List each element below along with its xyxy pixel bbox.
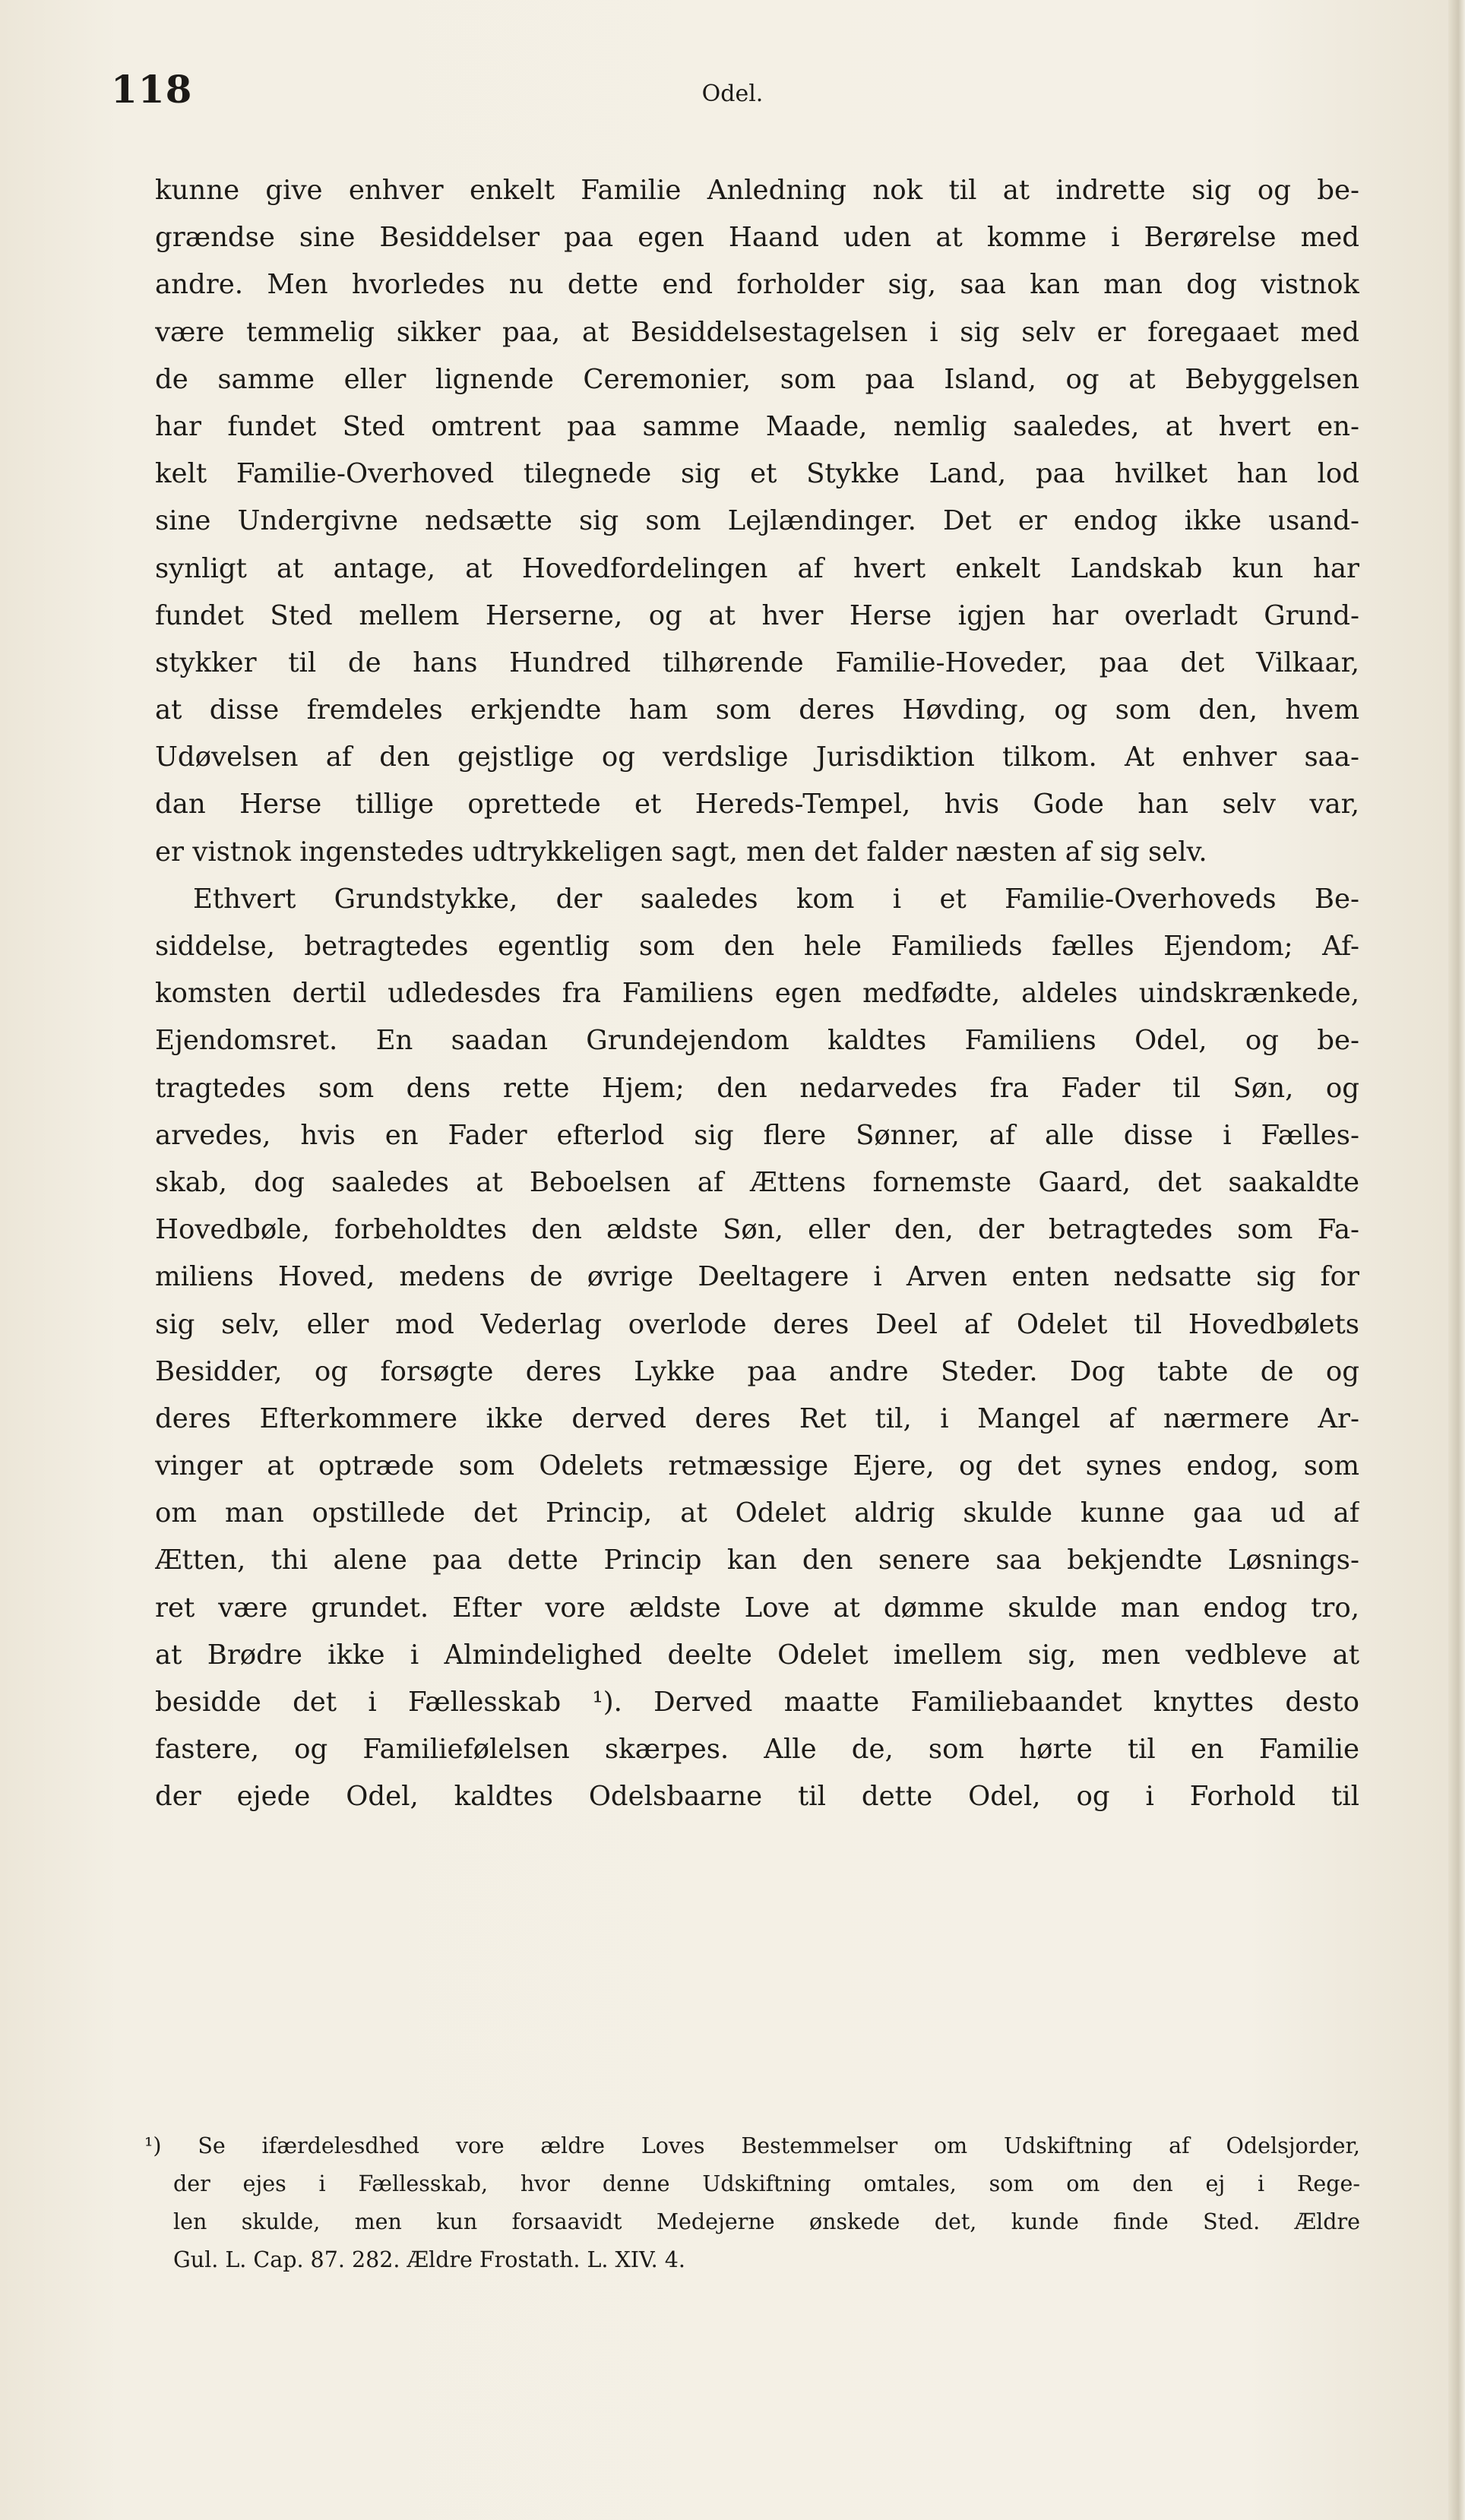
text-line: Hovedbøle, forbeholdtes den ældste Søn, eller den, der betragtedes som Fa- — [155, 1214, 1359, 1246]
text-line: tragtedes som dens rette Hjem; den nedarvedes fra Fader til Søn, og — [155, 1072, 1359, 1104]
text-line: Ethvert Grundstykke, der saaledes kom i et Familie-Overhoveds Be- — [193, 883, 1359, 915]
text-line: stykker til de hans Hundred tilhørende Familie-Hoveder, paa det Vilkaar, — [155, 647, 1359, 678]
text-line: siddelse, betragtedes egentlig som den hele Familieds fælles Ejendom; Af- — [155, 931, 1359, 962]
page-number: 118 — [111, 67, 193, 112]
text-line: vinger at optræde som Odelets retmæssige Ejere, og det synes endog, som — [155, 1450, 1359, 1482]
footnote-line: len skulde, men kun forsaavidt Medejerne ønskede det, kunde finde Sted. Ældre — [173, 2209, 1360, 2234]
text-line: kunne give enhver enkelt Familie Anledning nok til at indrette sig og be- — [155, 175, 1359, 206]
text-line: arvedes, hvis en Fader efterlod sig flere Sønner, af alle disse i Fælles- — [155, 1119, 1359, 1151]
text-line: miliens Hoved, medens de øvrige Deeltagere i Arven enten nedsatte sig for — [155, 1261, 1359, 1293]
page-edge-shadow — [1448, 0, 1465, 2520]
text-line: være temmelig sikker paa, at Besiddelsestagelsen i sig selv er foregaaet med — [155, 316, 1359, 348]
text-line: skab, dog saaledes at Beboelsen af Ættens fornemste Gaard, det saakaldte — [155, 1166, 1359, 1198]
text-line: grændse sine Besiddelser paa egen Haand uden at komme i Berørelse med — [155, 222, 1359, 254]
running-head: Odel. — [701, 81, 764, 107]
text-line: har fundet Sted omtrent paa samme Maade, nemlig saaledes, at hvert en- — [155, 410, 1359, 442]
text-line: synligt at antage, at Hovedfordelingen af hvert enkelt Landskab kun har — [155, 552, 1359, 584]
text-line: dan Herse tillige oprettede et Hereds-Tempel, hvis Gode han selv var, — [155, 789, 1359, 821]
text-line: besidde det i Fællesskab ¹). Derved maatte Familiebaandet knyttes desto — [155, 1687, 1359, 1718]
text-line: deres Efterkommere ikke derved deres Ret til, i Mangel af nærmere Ar- — [155, 1402, 1359, 1434]
text-line: er vistnok ingenstedes udtrykkeligen sagt, men det falder næsten af sig selv. — [155, 836, 1207, 868]
text-line: kelt Familie-Overhoved tilegnede sig et Stykke Land, paa hvilket han lod — [155, 458, 1359, 490]
text-line: at Brødre ikke i Almindelighed deelte Odelet imellem sig, men vedbleve at — [155, 1639, 1359, 1671]
text-line: komsten dertil udledesdes fra Familiens egen medfødte, aldeles uindskrænkede, — [155, 978, 1359, 1010]
text-line: fundet Sted mellem Herserne, og at hver Herse igjen har overladt Grund- — [155, 599, 1359, 631]
text-line: sig selv, eller mod Vederlag overlode deres Deel af Odelet til Hovedbølets — [155, 1308, 1359, 1340]
text-line: andre. Men hvorledes nu dette end forholder sig, saa kan man dog vistnok — [155, 269, 1359, 301]
footnote-line: ¹) Se ifærdelesdhed vore ældre Loves Bestemmelser om Udskiftning af Odelsjorder, — [144, 2133, 1360, 2158]
text-line: Ætten, thi alene paa dette Princip kan den senere saa bekjendte Løsnings- — [155, 1545, 1359, 1576]
text-line: der ejede Odel, kaldtes Odelsbaarne til dette Odel, og i Forhold til — [155, 1781, 1359, 1813]
footnotes — [144, 2127, 1360, 2279]
text-line: sine Undergivne nedsætte sig som Lejlændinger. Det er endog ikke usand- — [155, 505, 1359, 537]
text-line: at disse fremdeles erkjendte ham som deres Høvding, og som den, hvem — [155, 694, 1359, 726]
text-line: fastere, og Familiefølelsen skærpes. Alle de, som hørte til en Familie — [155, 1734, 1359, 1766]
text-line: Besidder, og forsøgte deres Lykke paa andre Steder. Dog tabte de og — [155, 1355, 1359, 1387]
text-line: Ejendomsret. En saadan Grundejendom kaldtes Familiens Odel, og be- — [155, 1025, 1359, 1057]
text-line: Udøvelsen af den gejstlige og verdslige Jurisdiktion tilkom. At enhver saa- — [155, 741, 1359, 773]
text-line: de samme eller lignende Ceremonier, som paa Island, og at Bebyggelsen — [155, 363, 1359, 395]
text-line: ret være grundet. Efter vore ældste Love at dømme skulde man endog tro, — [155, 1592, 1359, 1624]
text-line: om man opstillede det Princip, at Odelet aldrig skulde kunne gaa ud af — [155, 1497, 1359, 1529]
footnote-line: Gul. L. Cap. 87. 282. Ældre Frostath. L. XIV. 4. — [173, 2247, 685, 2272]
body-text — [155, 167, 1359, 1821]
footnote-line: der ejes i Fællesskab, hvor denne Udskiftning omtales, som om den ej i Rege- — [173, 2171, 1360, 2196]
